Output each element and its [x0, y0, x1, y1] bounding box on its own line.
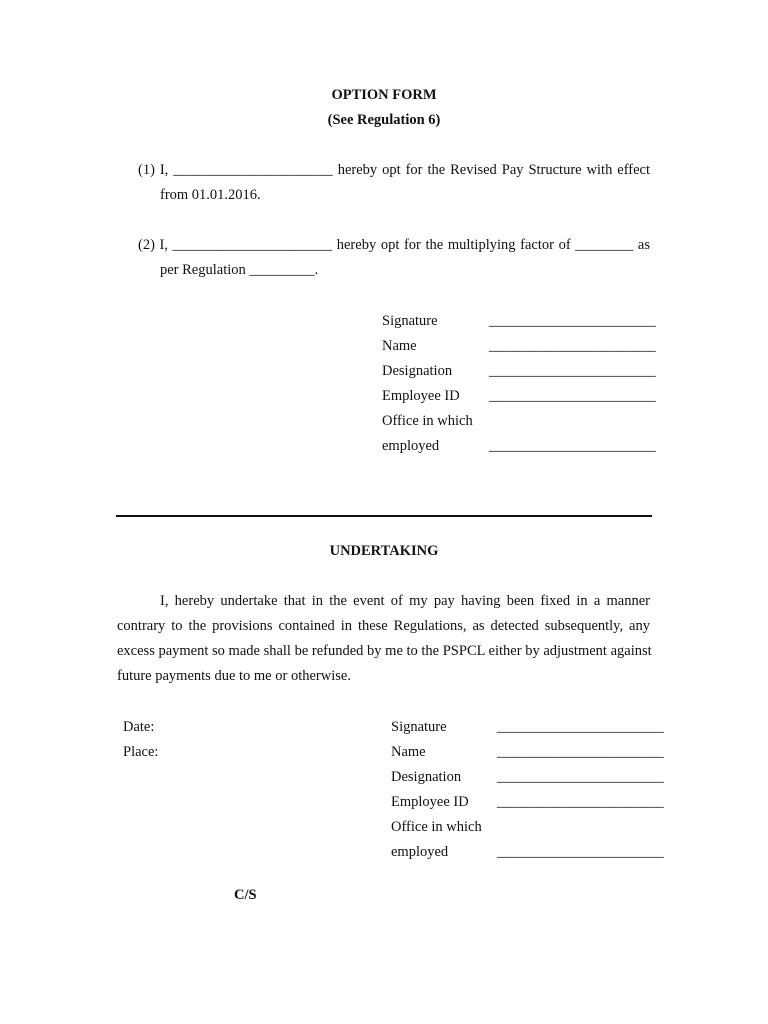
undertaking-title: UNDERTAKING [329, 543, 439, 559]
item2-text: hereby opt for the multiplying factor of [336, 237, 571, 253]
option-form-title: OPTION FORM [331, 87, 437, 103]
undertaking-signature-line[interactable]: _______________________ [497, 719, 664, 735]
place-label: Place: [123, 744, 159, 760]
footer-cs: C/S [234, 887, 257, 903]
option-office-line[interactable]: _______________________ [489, 438, 656, 454]
item2-suffix: as [637, 237, 650, 253]
undertaking-designation-label: Designation [391, 769, 462, 785]
option-signature-line[interactable]: _______________________ [489, 313, 656, 329]
undertaking-line-3 [117, 643, 650, 660]
undertaking-line-2 [117, 618, 650, 635]
undertaking-office-label-2: employed [391, 844, 449, 860]
option-signature-label: Signature [382, 313, 438, 329]
option-form-subtitle: (See Regulation 6) [327, 112, 441, 128]
undertaking-office-label-1: Office in which [391, 819, 482, 835]
date-label: Date: [123, 719, 155, 735]
undertaking-name-label: Name [391, 744, 426, 760]
option-designation-label: Designation [382, 363, 453, 379]
option-office-label-1: Office in which [382, 413, 473, 429]
option-employee-id-label: Employee ID [382, 388, 460, 404]
option-item-1-line-1 [138, 162, 650, 179]
undertaking-designation-line[interactable]: _______________________ [497, 769, 664, 785]
undertaking-name-line[interactable]: _______________________ [497, 744, 664, 760]
option-name-label: Name [382, 338, 417, 354]
option-item-2-line-2: per Regulation _________. [160, 262, 319, 278]
undertaking-line-4: future payments due to me or otherwise. [117, 668, 351, 684]
item1-name-blank[interactable]: ______________________ [173, 162, 333, 178]
option-employee-id-line[interactable]: _______________________ [489, 388, 656, 404]
item2-name-blank[interactable]: ______________________ [172, 237, 333, 253]
option-name-line[interactable]: _______________________ [489, 338, 656, 354]
undertaking-text-2: contrary to the provisions contained in these Regulations, as detected subsequently, any [117, 618, 650, 634]
option-item-1-line-2: from 01.01.2016. [160, 187, 261, 203]
option-item-2-line-1 [138, 237, 650, 254]
item2-factor-blank[interactable]: ________ [575, 237, 634, 253]
undertaking-text-1: I, hereby undertake that in the event of my pay having been fixed in a manner [160, 593, 650, 609]
section-divider [116, 515, 652, 517]
option-office-label-2: employed [382, 438, 440, 454]
option-designation-line[interactable]: _______________________ [489, 363, 656, 379]
undertaking-office-line[interactable]: _______________________ [497, 844, 664, 860]
undertaking-employee-id-line[interactable]: _______________________ [497, 794, 664, 810]
undertaking-signature-label: Signature [391, 719, 447, 735]
undertaking-text-3: excess payment so made shall be refunded by me to the PSPCL either by adjustment against [117, 643, 652, 659]
item1-prefix: (1) I, [138, 162, 169, 178]
item2-prefix: (2) I, [138, 237, 168, 253]
undertaking-employee-id-label: Employee ID [391, 794, 469, 810]
item1-text: hereby opt for the Revised Pay Structure with effect [337, 162, 651, 178]
undertaking-line-1 [160, 593, 650, 610]
